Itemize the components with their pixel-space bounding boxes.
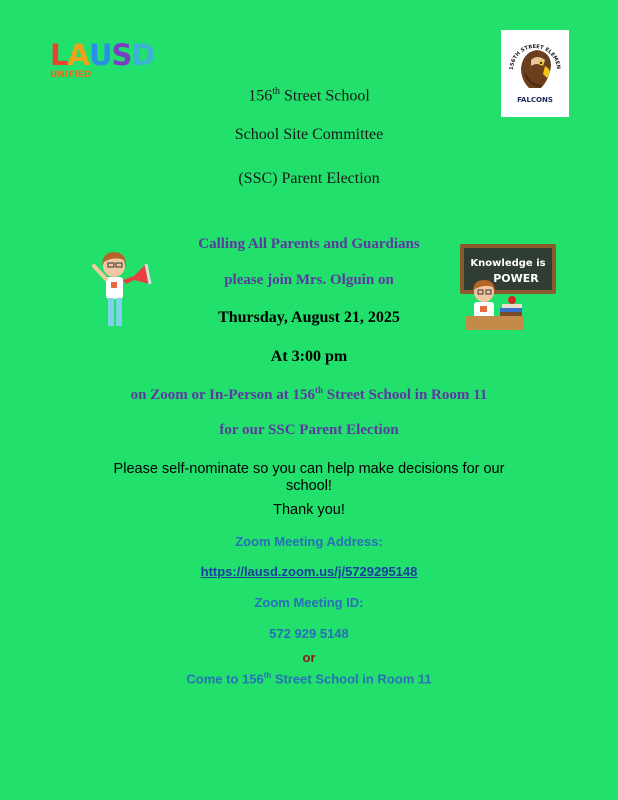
logo-letter: L bbox=[50, 38, 68, 72]
message-line-1: Please self-nominate so you can help make decisions for our bbox=[113, 461, 505, 477]
chalkboard-line1: Knowledge is bbox=[470, 258, 546, 269]
school-name-rest: Street School bbox=[280, 87, 370, 105]
school-name-heading bbox=[0, 86, 618, 105]
chalkboard-line2: POWER bbox=[493, 272, 539, 285]
location-prefix: on Zoom or In-Person at 156 bbox=[130, 387, 315, 403]
meeting-purpose: for our SSC Parent Election bbox=[219, 422, 399, 438]
zoom-meeting-id: 572 929 5148 bbox=[269, 626, 349, 641]
message-line-2: school! bbox=[286, 478, 332, 494]
zoom-address-label: Zoom Meeting Address: bbox=[235, 534, 383, 549]
invite-line-2: please join Mrs. Olguin on bbox=[224, 272, 394, 288]
alt-prefix: Come to 156 bbox=[186, 671, 264, 687]
ordinal-suffix: th bbox=[263, 671, 272, 680]
committee-heading: School Site Committee bbox=[234, 126, 384, 143]
logo-letters bbox=[50, 40, 175, 70]
alt-suffix: Street School in Room 11 bbox=[271, 671, 432, 687]
meeting-location bbox=[0, 385, 618, 404]
meeting-time: At 3:00 pm bbox=[270, 348, 348, 365]
in-person-option bbox=[0, 671, 618, 686]
ordinal-suffix: th bbox=[314, 385, 323, 395]
election-heading: (SSC) Parent Election bbox=[238, 170, 380, 187]
invite-line-1: Calling All Parents and Guardians bbox=[198, 236, 420, 252]
school-number: 156 bbox=[248, 87, 273, 105]
logo-letter: D bbox=[131, 38, 155, 72]
crest-arc-text: 156TH STREET ELEMEN bbox=[508, 43, 562, 71]
crest-mascot-label: FALCONS bbox=[517, 96, 553, 104]
zoom-meeting-link[interactable]: https://lausd.zoom.us/j/5729295148 bbox=[200, 564, 418, 579]
logo-letter: A bbox=[67, 38, 89, 72]
logo-subtext: UNIFIED bbox=[50, 70, 92, 80]
logo-letter: U bbox=[88, 38, 112, 72]
ordinal-suffix: th bbox=[272, 86, 280, 97]
lausd-logo bbox=[50, 40, 175, 85]
zoom-id-label: Zoom Meeting ID: bbox=[254, 595, 364, 610]
meeting-date: Thursday, August 21, 2025 bbox=[218, 309, 400, 326]
or-separator: or bbox=[302, 650, 316, 665]
thank-you-text: Thank you! bbox=[273, 502, 345, 518]
logo-letter: S bbox=[111, 38, 132, 72]
zoom-link-wrapper bbox=[0, 564, 618, 579]
location-suffix: Street School in Room 11 bbox=[323, 387, 488, 403]
